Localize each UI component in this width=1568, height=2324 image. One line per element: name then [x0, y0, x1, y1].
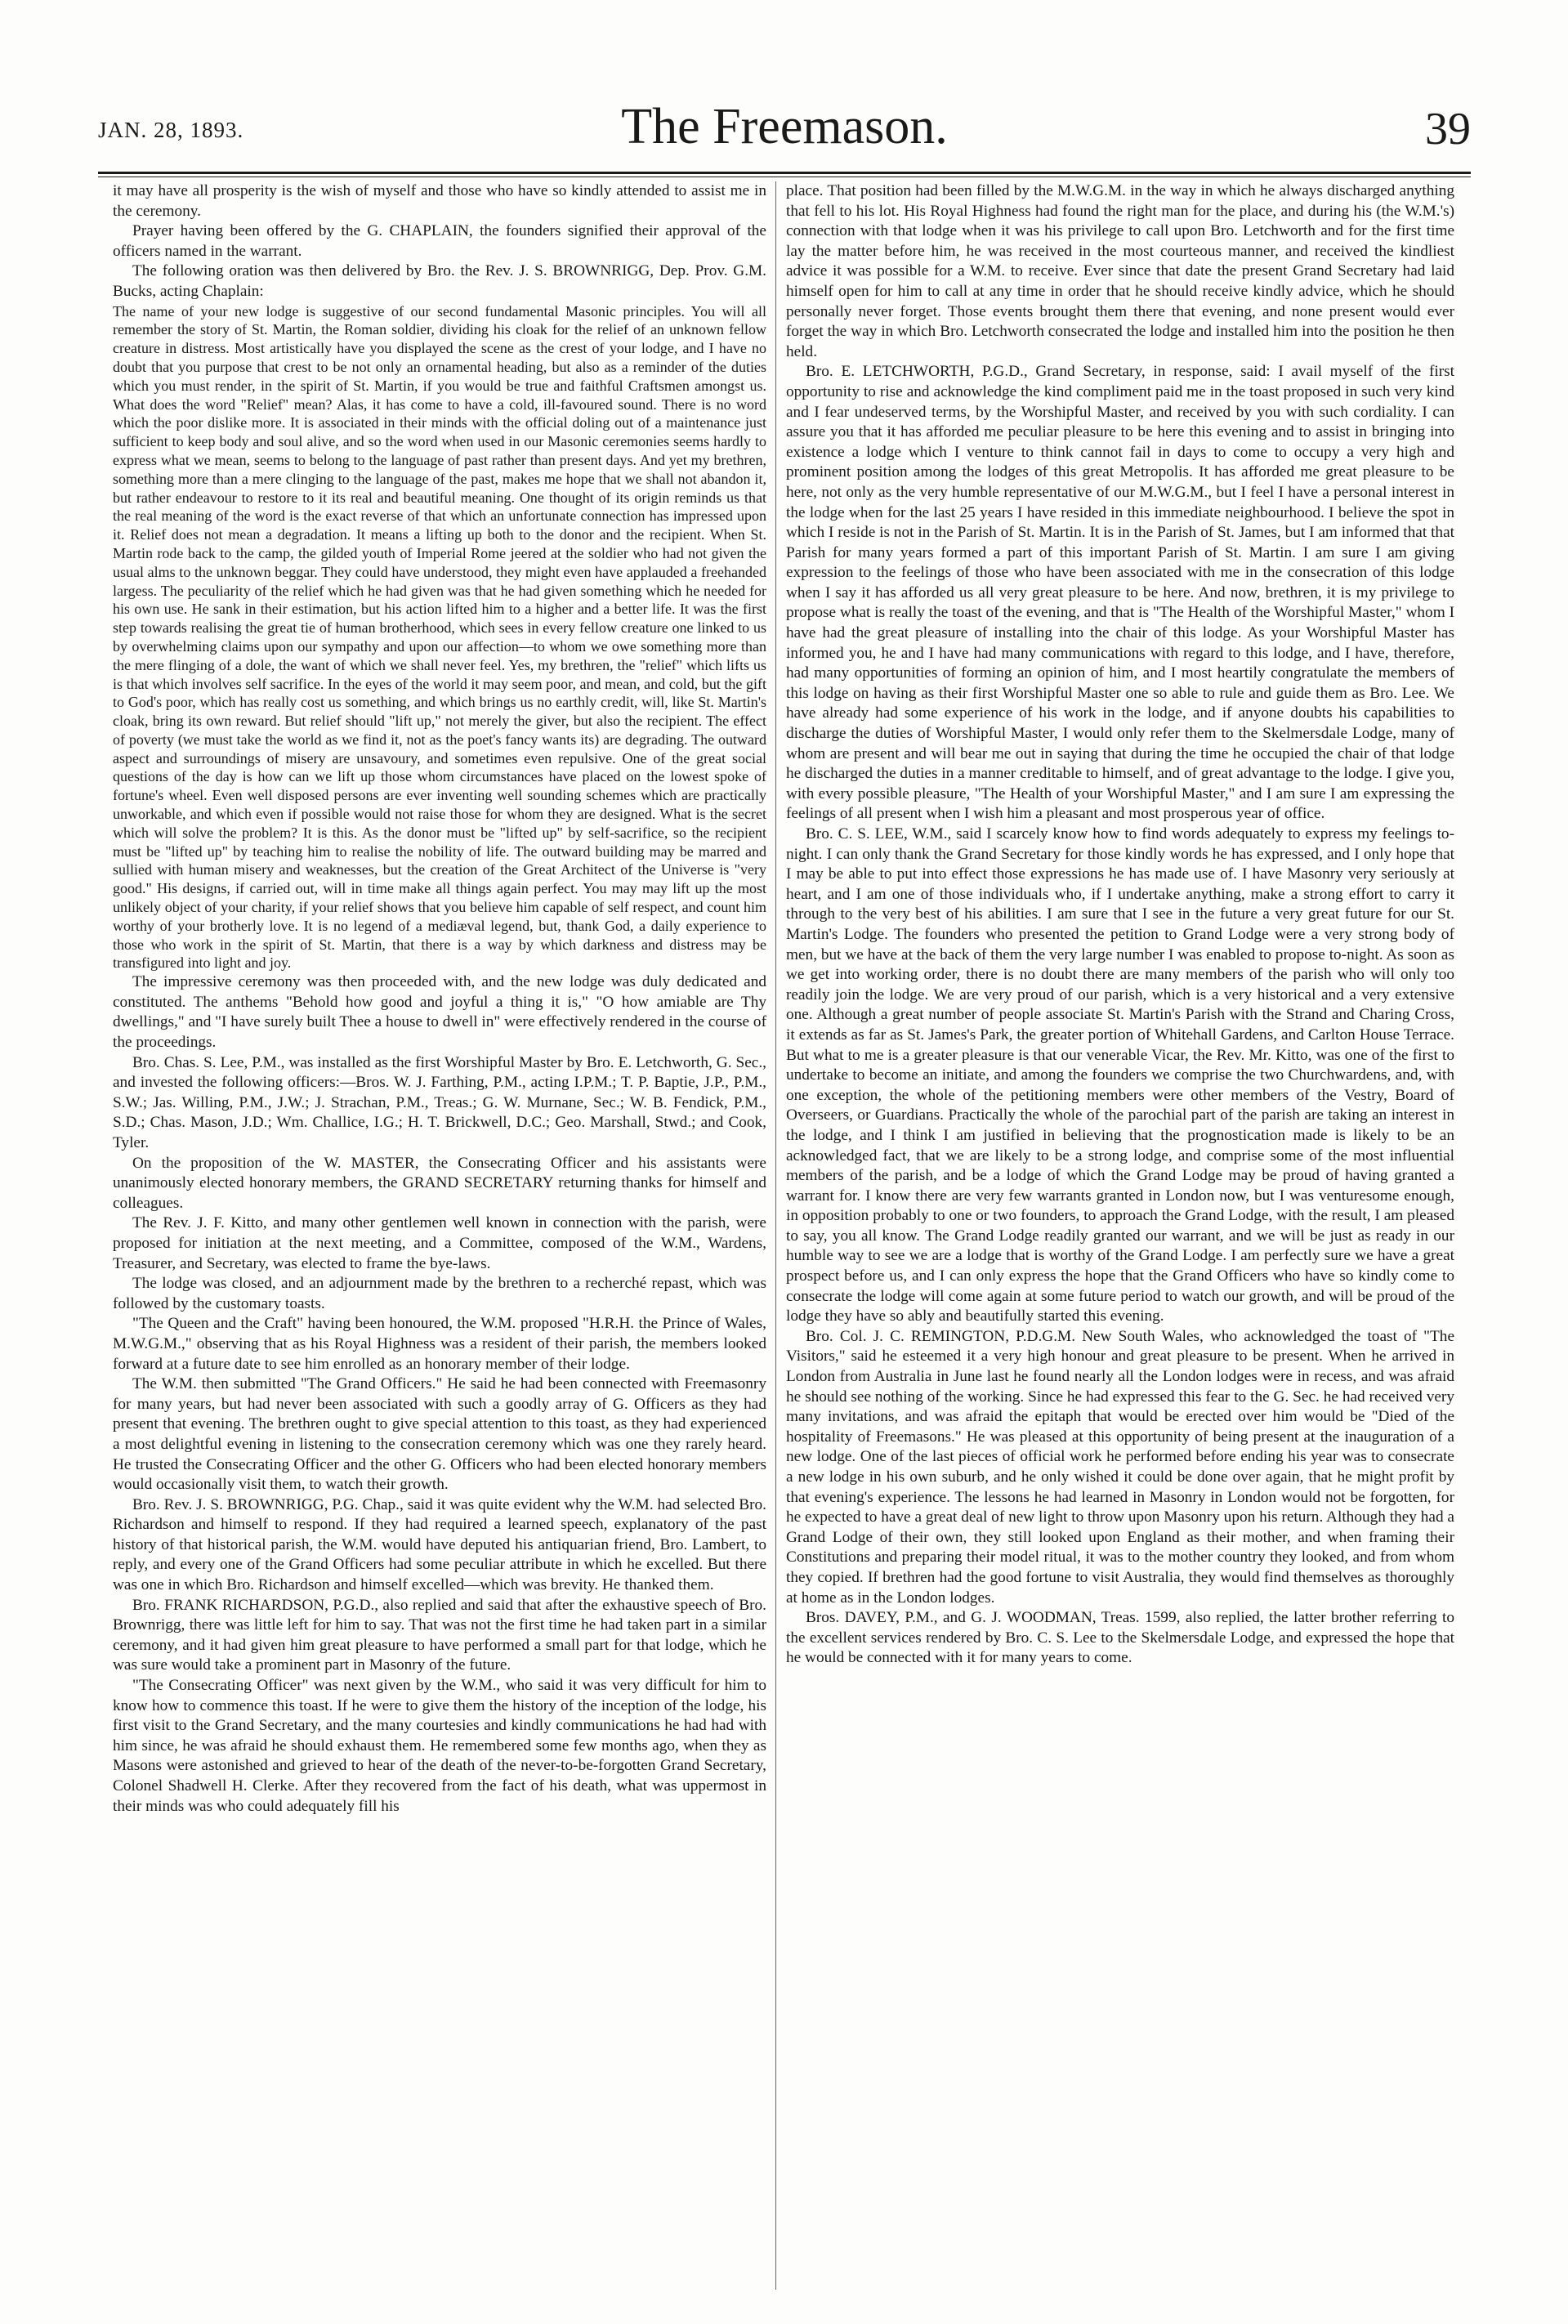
article-paragraph: "The Consecrating Officer" was next given by the W.M., who said it was very difficult for him to know how to commence this toast. If he were to give them the history of the inception of the lodge, his first visit to the Grand Secretary, and the many courtesies and kindly communications he had had with him since, he was afraid he should exhaust them. He remembered some few months ago, when they as Masons were astonished and grieved to hear of the death of the never-to-be-forgotten Grand Secretary, Colonel Shadwell H. Clerke. After they recovered from the fact of his death, what was uppermost in their minds was who could adequately fill his [113, 1677, 766, 1815]
oration-text: The name of your new lodge is suggestive of our second fundamental Masonic principles. You will all remember the story of St. Martin, the Roman soldier, dividing his cloak for the relief of an unknown fellow creature in distress. Most artistically have you displayed the scene as the crest of your lodge, and I have no doubt that you purpose that crest to be not only an ornamental heading, but also as a reminder of the duties which you must render, in the spirit of St. Martin, if you would be true and faithful Craftsmen amongst us. What does the word "Relief" mean? Alas, it has come to have a cold, ill-favoured sound. There is no word which the poor dislike more. It is associated in their minds with the official doling out of a maintenance just sufficient to keep body and soul alive, and so the word when used in our Masonic ceremonies seems hardly to express what we mean, seems to belong to the language of past rather than present days. And yet my brethren, something more than a mere clinging to the language of the past, makes me hope that we shall not abandon it, but rather endeavour to restore to it its real and beautiful meaning. One thought of its origin reminds us that the real meaning of the word is the exact reverse of that which an unfortunate connection has impressed upon it. Relief does not mean a degradation. It means a lifting up both to the donor and the recipient. When St. Martin rode back to the camp, the gilded youth of Imperial Rome jeered at the soldier who had not given the usual alms to the unknown beggar. They could have understood, they might even have applauded a freehanded largess. The peculiarity of the relief which he had given was that he had given something which he needed for his own use. He sank in their estimation, but his action lifted him to a higher and a better life. It was the first step towards realising the great tie of human brotherhood, which sees in every fellow creature one linked to us by overwhelming claims upon our sympathy and upon our affection—to whom we owe something more than the mere flinging of a dole, the want of which we shall never feel. Yes, my brethren, the "relief" which lifts us is that which involves self sacrifice. In the eyes of the world it may seem poor, and mean, and cold, but the gift to God's poor, which has really cost us something, and which brings us no earthly credit, will, like St. Martin's cloak, bring its own reward. But relief should "lift up," not merely the giver, but also the recipient. The effect of poverty (we must take the world as we find it, not as the poet's fancy wants its) are degrading. The outward aspect and surroundings of misery are unsavoury, and sometimes even repulsive. One of the great social questions of the day is how can we lift up those whom circumstances have placed on the lowest spoke of fortune's wheel. Even well disposed persons are ever inventing well sounding schemes which are practically unworkable, and which even if possible would not raise those for whom they are designed. What is the secret which will solve the problem? It is this. As the donor must be "lifted up" by self-sacrifice, so the recipient must be "lifted up" by teaching him to realise the nobility of life. The outward building may be marred and sullied with human misery and weaknesses, but the creation of the Great Architect of the Universe is "very good." His designs, if carried out, will in time make all things again perfect. You may may lift up the most unlikely object of your charity, if your relief shows that you believe him capable of self respect, and count him worthy of your brotherly love. It is no legend of a mediæval legend, but, thank God, a daily experience to those who work in the spirit of St. Martin, that there is a way by which darkness and distress may be transfigured into light and joy. [113, 302, 766, 972]
article-paragraph: The Rev. J. F. Kitto, and many other gentlemen well known in connection with the parish, were proposed for initiation at the next meeting, and a Committee, composed of the W.M., Wardens, Treasurer, and Secretary, was elected to frame the bye-laws. [113, 1214, 766, 1272]
issue-date: JAN. 28, 1893. [98, 118, 244, 142]
newspaper-title: The Freemason. [621, 99, 948, 154]
article-paragraph: Bro. E. LETCHWORTH, P.G.D., Grand Secretary, in response, said: I avail myself of the first opportunity to rise and acknowledge the kind compliment paid me in the toast proposed in such very kind and I fear undeserved terms, by the Worshipful Master, and received by you with such cordiality. I can assure you that it has afforded me peculiar pleasure to be here this evening and to assist in bringing into existence a lodge which I venture to think cannot fail in days to come to occupy a very high and prominent position among the lodges of this great Metropolis. It has afforded me great pleasure to be here, not only as the very humble representative of our M.W.G.M., but I feel I have a personal interest in the lodge when for the last 25 years I have resided in this immediate neighbourhood. I believe the spot in which I reside is not in the Parish of St. Martin. It is in the Parish of St. James, but I am informed that that Parish for many years formed a part of this important Parish of St. Martin. I am sure I am giving expression to the feelings of those who have been associated with me in the consecration of this lodge when I say it has afforded us all very great pleasure to be here. And now, brethren, it is my privilege to propose what is really the toast of the evening, and that is "The Health of the Worshipful Master," whom I have had the great pleasure of installing into the chair of this lodge. As your Worshipful Master has informed you, he and I have had many communications with regard to this lodge, and I have, therefore, had many opportunities of forming an opinion of him, and I most heartily congratulate the members of this lodge on having as their first Worshipful Master one so able to rule and guide them as Bro. Lee. We have already had some experience of his work in the lodge, and if anyone doubts his capabilities to discharge the duties of Worshipful Master, I would only refer them to the Skelmersdale Lodge, many of whom are present and will bear me out in saying that during the time he occupied the chair of that lodge he discharged the duties in a manner creditable to himself, and of great advantage to the lodge. I give you, with every possible pleasure, "The Health of your Worshipful Master," and I am sure I am expressing the feelings of all present when I wish him a pleasant and most prosperous year of office. [786, 363, 1454, 823]
column-divider [775, 181, 776, 2290]
masthead [98, 82, 1471, 163]
right-column [786, 181, 1454, 1669]
article-paragraph: The lodge was closed, and an adjournment made by the brethren to a recherché repast, which was followed by the customary toasts. [113, 1275, 766, 1312]
article-paragraph: The impressive ceremony was then proceeded with, and the new lodge was duly dedicated and constituted. The anthems "Behold how good and joyful a thing it is," "O how amiable are Thy dwellings," and "I have surely built Thee a house to dwell in" were effectively rendered in the course of the proceedings. [113, 973, 766, 1052]
article-paragraph: Bros. DAVEY, P.M., and G. J. WOODMAN, Treas. 1599, also replied, the latter brother referring to the excellent services rendered by Bro. C. S. Lee to the Skelmersdale Lodge, and expressed the hope that he would be connected with it for many years to come. [786, 1609, 1454, 1667]
page-number: 39 [1425, 104, 1471, 154]
article-paragraph: Bro. Rev. J. S. BROWNRIGG, P.G. Chap., said it was quite evident why the W.M. had selected Bro. Richardson and himself to respond. If they had required a learned speech, explanatory of the past history of that historical parish, the W.M. would have deputed his antiquarian friend, Bro. Lambert, to reply, and every one of the Grand Officers had some peculiar attribute in which he excelled. But there was one in which Bro. Richardson and himself excelled—which was brevity. He thanked them. [113, 1495, 766, 1594]
article-paragraph: Prayer having been offered by the G. CHAPLAIN, the founders signified their approval of the officers named in the warrant. [113, 222, 766, 260]
article-paragraph: Bro. Col. J. C. REMINGTON, P.D.G.M. New South Wales, who acknowledged the toast of "The Visitors," said he esteemed it a very high honour and great pleasure to be present. When he arrived in London from Australia in June last he found nearly all the London lodges were in recess, and was afraid he should see nothing of the working. Since he had expressed this fear to the G. Sec. he had received very many invitations, and was afraid the epitaph that would be erected over him would be "Died of the hospitality of Freemasons." He was pleased at this opportunity of being present at the inauguration of a new lodge. One of the last pieces of official work he performed before ending his year was to consecrate a new lodge in his own suburb, and he only wished it could be done over again, that he might profit by that evening's experience. The lessons he had learned in Masonry in London would not be forgotten, for he expected to have a great deal of new light to throw upon Masonry upon his return. Although they had a Grand Lodge of their own, they still looked upon England as their mother, and when framing their Constitutions and preparing their model ritual, it was to the mother country they looked, and from whom they copied. If brethren had the good fortune to visit Australia, they would find themselves as thoroughly at home as in the London lodges. [786, 1327, 1454, 1607]
article-paragraph: it may have all prosperity is the wish of myself and those who have so kindly attended to assist me in the ceremony. [113, 182, 766, 220]
left-column [113, 181, 766, 1817]
article-paragraph: On the proposition of the W. MASTER, the Consecrating Officer and his assistants were unanimously elected honorary members, the GRAND SECRETARY returning thanks for himself and colleagues. [113, 1154, 766, 1212]
article-paragraph: Bro. Chas. S. Lee, P.M., was installed as the first Worshipful Master by Bro. E. Letchworth, G. Sec., and invested the following officers:—Bros. W. J. Farthing, P.M., acting I.P.M.; T. P. Baptie, J.P., P.M., S.W.; Jas. Willing, P.M., J.W.; J. Strachan, P.M., Treas.; G. W. Murnane, Sec.; W. B. Fendick, P.M., S.D.; Chas. Mason, J.D.; Wm. Challice, I.G.; H. T. Brickwell, D.C.; Geo. Marshall, Stwd.; and Cook, Tyler. [113, 1053, 766, 1151]
article-paragraph: Bro. C. S. LEE, W.M., said I scarcely know how to find words adequately to express my feelings to-night. I can only thank the Grand Secretary for those kindly words he has expressed, and I only hope that I may be able to put into effect those expressions he has made use of. I have Masonry very seriously at heart, and I am one of those individuals who, if I undertake anything, make a strong effort to carry it through to the very best of his abilities. I am sure that I see in the future a very great future for our St. Martin's Lodge. The founders who presented the petition to Grand Lodge were a very strong body of men, but we have at the back of them the very large number I was enabled to propose to-night. As soon as we get into working order, there is no doubt there are many members of the parish who will only too readily join the lodge. We are very proud of our parish, which is a very historical and a very extensive one. Although a great number of people associate St. Martin's Parish with the Strand and Charing Cross, it extends as far as St. James's Park, the greater portion of Whitehall Gardens, and Carlton House Terrace. But what to me is a greater pleasure is that our venerable Vicar, the Rev. Mr. Kitto, was one of the first to undertake to become an initiate, and among the founders we comprise the two Churchwardens, and, with one exception, the whole of the petitioning members were other members of the Vestry, Board of Overseers, or Guardians. Practically the whole of the parochial part of the parish are taking an interest in the lodge, and I think I am justified in believing that the prognostication made is likely to be an acknowledged fact, that we are likely to be a strong lodge, and comprise some of the most influential members of the parish, and be a lodge of which the Grand Lodge may be proud of having granted a warrant for. I know there are very few warrants granted in London now, but I was venturesome enough, in opposition probably to one or two founders, to approach the Grand Lodge, with the result, I am pleased to say, you all know. The Grand Lodge readily granted our warrant, and we will be just as ready in our humble way to see we are a lodge that is worthy of the Grand Lodge. I am perfectly sure we have a great prospect before us, and I can only express the hope that the Grand Officers who have so kindly come to consecrate the lodge will come again at some future period to watch our growth, and will be proud of the lodge they have so ably and beautifully started this evening. [786, 825, 1454, 1325]
article-paragraph: place. That position had been filled by the M.W.G.M. in the way in which he always discharged anything that fell to his lot. His Royal Highness had found the right man for the place, and during his (the W.M.'s) connection with that lodge when it was his privilege to call upon Bro. Letchworth and for the first time lay the matter before him, he was received in the most courteous manner, and received the kindliest advice it was possible for a W.M. to receive. Ever since that date the present Grand Secretary had laid himself open for him to call at any time in order that he should receive kindly advice, which he should personally never forget. Those events brought them there that evening, and none present would ever forget the way in which Bro. Letchworth consecrated the lodge and installed him into the position he then held. [786, 182, 1454, 360]
article-paragraph: The following oration was then delivered by Bro. the Rev. J. S. BROWNRIGG, Dep. Prov. G.M. Bucks, acting Chaplain: [113, 262, 766, 300]
article-paragraph: The W.M. then submitted "The Grand Officers." He said he had been connected with Freemasonry for many years, but had never been associated with such a goodly array of G. Officers as they had present that evening. The brethren ought to give special attention to this toast, as they had experienced a most delightful evening in listening to the consecration ceremony which was one they rarely heard. He trusted the Consecrating Officer and the other G. Officers who had been elected honorary members would occasionally visit them, to watch their growth. [113, 1375, 766, 1494]
article-paragraph: "The Queen and the Craft" having been honoured, the W.M. proposed "H.R.H. the Prince of Wales, M.W.G.M.," observing that as his Royal Highness was a resident of their parish, the members looked forward at a future date to see him enrolled as an honorary member of their lodge. [113, 1315, 766, 1373]
article-paragraph: Bro. FRANK RICHARDSON, P.G.D., also replied and said that after the exhaustive speech of Bro. Brownrigg, there was little left for him to say. That was not the first time he had taken part in a similar ceremony, and it had given him great pleasure to have performed a small part for that lodge, which he was sure would take a prominent part in Masonry of the future. [113, 1596, 766, 1674]
header-rule-thick [98, 172, 1471, 174]
